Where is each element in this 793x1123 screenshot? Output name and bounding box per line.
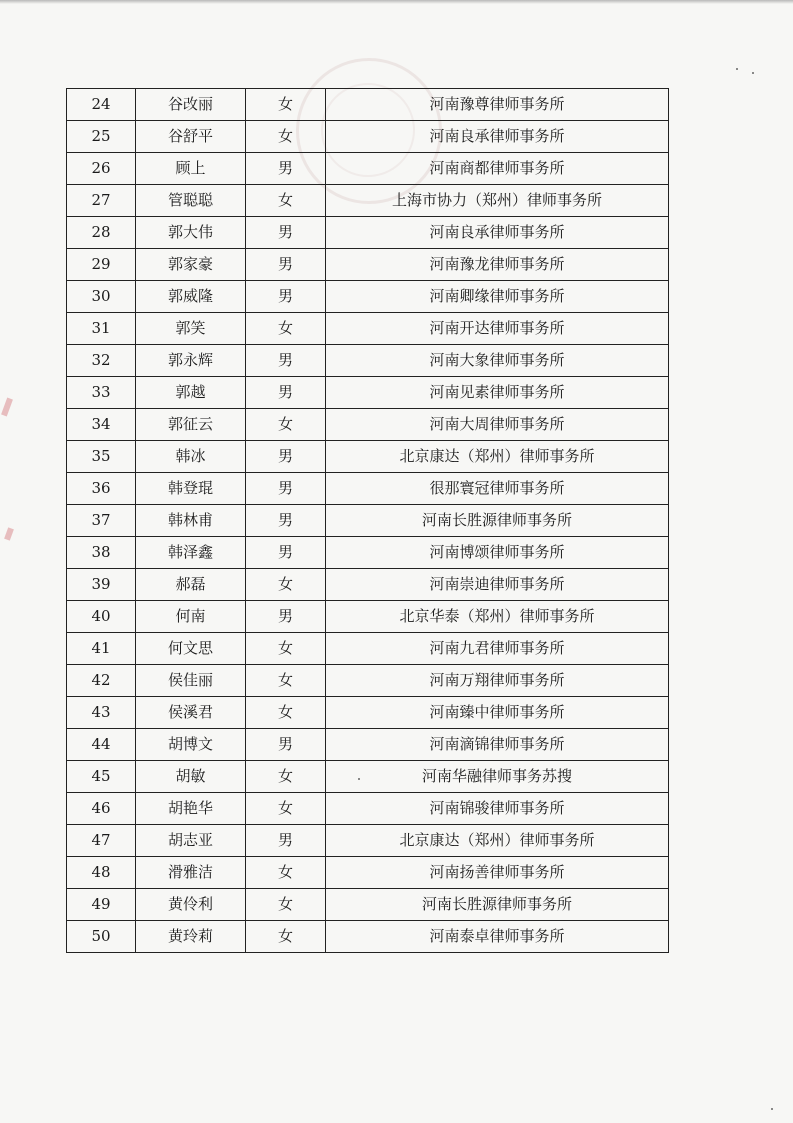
row-number-cell: 50 (67, 921, 136, 953)
table-row (67, 345, 669, 377)
law-firm-cell: 河南良承律师事务所 (326, 217, 669, 249)
row-number-cell: 32 (67, 345, 136, 377)
law-firm-cell: 河南扬善律师事务所 (326, 857, 669, 889)
name-cell: 韩泽鑫 (136, 537, 246, 569)
law-firm-cell: 河南见素律师事务所 (326, 377, 669, 409)
law-firm-cell: 很那寰冠律师事务所 (326, 473, 669, 505)
law-firm-cell: 河南豫龙律师事务所 (326, 249, 669, 281)
gender-cell: 男 (246, 345, 326, 377)
scan-speck (752, 72, 754, 74)
row-number-cell: 26 (67, 153, 136, 185)
gender-cell: 男 (246, 601, 326, 633)
table-row (67, 249, 669, 281)
name-cell: 郭大伟 (136, 217, 246, 249)
row-number-cell: 45 (67, 761, 136, 793)
row-number-cell: 43 (67, 697, 136, 729)
table-row (67, 153, 669, 185)
table-row (67, 441, 669, 473)
law-firm-cell: 河南华融律师事务苏搜 (326, 761, 669, 793)
roster-body (67, 89, 669, 953)
table-row (67, 665, 669, 697)
name-cell: 韩冰 (136, 441, 246, 473)
name-cell: 韩登琨 (136, 473, 246, 505)
row-number-cell: 44 (67, 729, 136, 761)
table-row (67, 569, 669, 601)
table-row (67, 121, 669, 153)
gender-cell: 女 (246, 121, 326, 153)
gender-cell: 男 (246, 505, 326, 537)
law-firm-cell: 河南长胜源律师事务所 (326, 505, 669, 537)
law-firm-cell: 河南九君律师事务所 (326, 633, 669, 665)
gender-cell: 男 (246, 441, 326, 473)
gender-cell: 男 (246, 249, 326, 281)
gender-cell: 男 (246, 729, 326, 761)
row-number-cell: 27 (67, 185, 136, 217)
table-row (67, 505, 669, 537)
law-firm-cell: 河南博颂律师事务所 (326, 537, 669, 569)
name-cell: 谷舒平 (136, 121, 246, 153)
gender-cell: 女 (246, 761, 326, 793)
law-firm-cell: 河南大周律师事务所 (326, 409, 669, 441)
table-row (67, 217, 669, 249)
gender-cell: 男 (246, 217, 326, 249)
table-row (67, 633, 669, 665)
name-cell: 胡博文 (136, 729, 246, 761)
name-cell: 黄玲莉 (136, 921, 246, 953)
name-cell: 黄伶利 (136, 889, 246, 921)
gender-cell: 女 (246, 889, 326, 921)
law-firm-cell: 河南崇迪律师事务所 (326, 569, 669, 601)
name-cell: 郭永辉 (136, 345, 246, 377)
gender-cell: 女 (246, 665, 326, 697)
name-cell: 顾上 (136, 153, 246, 185)
law-firm-cell: 河南豫尊律师事务所 (326, 89, 669, 121)
table-row (67, 793, 669, 825)
law-firm-cell: 河南卿缘律师事务所 (326, 281, 669, 313)
gender-cell: 女 (246, 921, 326, 953)
table-row (67, 537, 669, 569)
row-number-cell: 33 (67, 377, 136, 409)
name-cell: 侯佳丽 (136, 665, 246, 697)
law-firm-cell: 河南锦骏律师事务所 (326, 793, 669, 825)
law-firm-cell: 河南万翔律师事务所 (326, 665, 669, 697)
name-cell: 谷改丽 (136, 89, 246, 121)
name-cell: 郭威隆 (136, 281, 246, 313)
law-firm-cell: 河南泰卓律师事务所 (326, 921, 669, 953)
gender-cell: 女 (246, 89, 326, 121)
gender-cell: 女 (246, 633, 326, 665)
row-number-cell: 30 (67, 281, 136, 313)
name-cell: 郝磊 (136, 569, 246, 601)
row-number-cell: 37 (67, 505, 136, 537)
red-ink-mark (1, 398, 13, 417)
red-ink-mark (4, 527, 14, 540)
name-cell: 管聪聪 (136, 185, 246, 217)
row-number-cell: 35 (67, 441, 136, 473)
name-cell: 何文思 (136, 633, 246, 665)
row-number-cell: 36 (67, 473, 136, 505)
law-firm-cell: 北京康达（郑州）律师事务所 (326, 441, 669, 473)
table-row (67, 313, 669, 345)
row-number-cell: 29 (67, 249, 136, 281)
row-number-cell: 48 (67, 857, 136, 889)
row-number-cell: 39 (67, 569, 136, 601)
row-number-cell: 49 (67, 889, 136, 921)
table-row (67, 281, 669, 313)
law-firm-cell: 河南长胜源律师事务所 (326, 889, 669, 921)
name-cell: 滑雅洁 (136, 857, 246, 889)
law-firm-cell: 河南臻中律师事务所 (326, 697, 669, 729)
gender-cell: 男 (246, 537, 326, 569)
table-row (67, 601, 669, 633)
row-number-cell: 34 (67, 409, 136, 441)
table-row (67, 89, 669, 121)
table-row (67, 761, 669, 793)
law-firm-cell: 河南大象律师事务所 (326, 345, 669, 377)
law-firm-cell: 河南开达律师事务所 (326, 313, 669, 345)
scan-speck (736, 68, 738, 70)
name-cell: 胡志亚 (136, 825, 246, 857)
gender-cell: 男 (246, 825, 326, 857)
row-number-cell: 31 (67, 313, 136, 345)
table-row (67, 889, 669, 921)
table-row (67, 473, 669, 505)
name-cell: 郭笑 (136, 313, 246, 345)
gender-cell: 女 (246, 793, 326, 825)
name-cell: 郭征云 (136, 409, 246, 441)
gender-cell: 男 (246, 153, 326, 185)
table-row (67, 921, 669, 953)
name-cell: 胡艳华 (136, 793, 246, 825)
name-cell: 韩林甫 (136, 505, 246, 537)
table-row (67, 377, 669, 409)
row-number-cell: 38 (67, 537, 136, 569)
row-number-cell: 41 (67, 633, 136, 665)
law-firm-cell: 上海市协力（郑州）律师事务所 (326, 185, 669, 217)
gender-cell: 女 (246, 857, 326, 889)
gender-cell: 女 (246, 569, 326, 601)
name-cell: 何南 (136, 601, 246, 633)
scan-top-edge (0, 0, 793, 4)
gender-cell: 女 (246, 313, 326, 345)
gender-cell: 男 (246, 473, 326, 505)
gender-cell: 男 (246, 281, 326, 313)
law-firm-cell: 河南滴锦律师事务所 (326, 729, 669, 761)
table-row (67, 825, 669, 857)
row-number-cell: 42 (67, 665, 136, 697)
name-cell: 郭越 (136, 377, 246, 409)
law-firm-cell: 河南良承律师事务所 (326, 121, 669, 153)
scan-speck (771, 1108, 773, 1110)
lawyer-roster-table (66, 88, 669, 953)
name-cell: 郭家豪 (136, 249, 246, 281)
gender-cell: 女 (246, 697, 326, 729)
law-firm-cell: 北京华泰（郑州）律师事务所 (326, 601, 669, 633)
gender-cell: 男 (246, 377, 326, 409)
table-row (67, 697, 669, 729)
gender-cell: 女 (246, 409, 326, 441)
row-number-cell: 47 (67, 825, 136, 857)
row-number-cell: 28 (67, 217, 136, 249)
table-row (67, 729, 669, 761)
row-number-cell: 46 (67, 793, 136, 825)
table-row (67, 857, 669, 889)
row-number-cell: 24 (67, 89, 136, 121)
row-number-cell: 25 (67, 121, 136, 153)
row-number-cell: 40 (67, 601, 136, 633)
name-cell: 侯溪君 (136, 697, 246, 729)
gender-cell: 女 (246, 185, 326, 217)
name-cell: 胡敏 (136, 761, 246, 793)
law-firm-cell: 北京康达（郑州）律师事务所 (326, 825, 669, 857)
law-firm-cell: 河南商都律师事务所 (326, 153, 669, 185)
table-row (67, 185, 669, 217)
table-row (67, 409, 669, 441)
